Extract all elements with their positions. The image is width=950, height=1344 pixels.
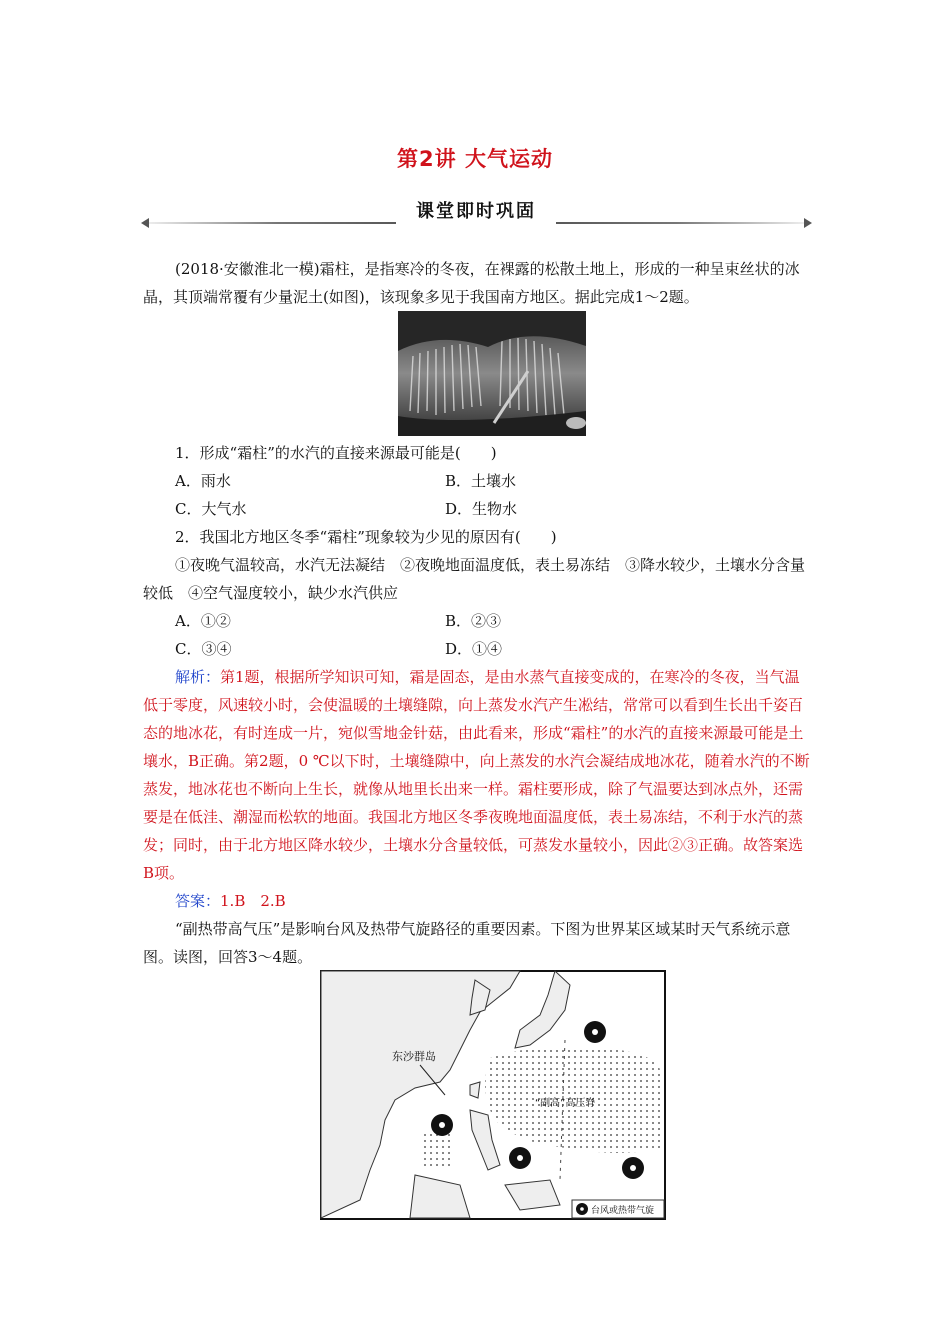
map-label-high: “副高”高压脊 bbox=[535, 1098, 596, 1109]
q1-option-d: D．生物水 bbox=[445, 500, 518, 518]
divider-arrow-left bbox=[141, 218, 149, 228]
q1-option-a: A．雨水 bbox=[175, 472, 231, 490]
section-title: 课堂即时巩固 bbox=[396, 198, 556, 226]
typhoon-icon bbox=[622, 1157, 644, 1179]
page-title: 第2讲 大气运动 bbox=[397, 147, 553, 171]
answer-line bbox=[175, 887, 286, 915]
q2-option-b: B．②③ bbox=[445, 612, 502, 630]
q2-statements: ①夜晚气温较高，水汽无法凝结 ②夜晚地面温度低，表土易冻结 ③降水较少，土壤水分含量较低 ④空气湿度较小，缺少水汽供应 bbox=[143, 556, 806, 602]
typhoon-icon bbox=[509, 1147, 531, 1169]
analysis-text: 第1题，根据所学知识可知，霜是固态，是由水蒸气直接变成的，在寒冷的冬夜，当气温低于零度，风速较小时，会使温暖的土壤缝隙，向上蒸发水汽产生凇结，常常可以看到生长出千姿百态的地冰花，有时连成一片，宛似雪地金针菇，由此看来，形成“霜柱”的水汽的直接来源最可能是土壤水，B正确。第2题，0 ℃以下时，土壤缝隙中，向上蒸发的水汽会凝结成地冰花，随着水汽的不断蒸发，地冰花也不断向上生长，就像从地里长出来一样。霜柱要形成，除了气温要达到冰点外，还需要是在低洼、潮湿而松软的地面。我国北方地区冬季夜晚地面温度低，表土易冻结，不利于水汽的蒸发；同时，由于北方地区降水较少，土壤水分含量较低，可蒸发水量较小，因此②③正确。故答案选B项。 bbox=[143, 668, 810, 882]
map-label-island: 东沙群岛 bbox=[392, 1050, 436, 1063]
legend-typhoon-icon bbox=[576, 1203, 588, 1215]
intro2-paragraph: “副热带高气压”是影响台风及热带气旋路径的重要因素。下图为世界某区域某时天气系统示意图。读图，回答3～4题。 bbox=[143, 920, 791, 966]
q1-option-b: B．土壤水 bbox=[445, 472, 517, 490]
answer-text: 1.B 2.B bbox=[220, 892, 286, 910]
answer-label: 答案： bbox=[175, 892, 221, 910]
q2-option-a: A．①② bbox=[175, 612, 231, 630]
q2-stem: 2．我国北方地区冬季“霜柱”现象较为少见的原因有( ) bbox=[175, 528, 557, 546]
q1-option-c: C．大气水 bbox=[175, 500, 247, 518]
analysis-label: 解析： bbox=[175, 668, 221, 686]
q2-option-c: C．③④ bbox=[175, 640, 232, 658]
map-legend-label: 台风或热带气旋 bbox=[591, 1206, 655, 1216]
q1-stem: 1．形成“霜柱”的水汽的直接来源最可能是( ) bbox=[175, 444, 497, 462]
frost-column-photo bbox=[398, 311, 586, 436]
divider-arrow-right bbox=[804, 218, 812, 228]
weather-system-map bbox=[320, 970, 666, 1220]
typhoon-icon bbox=[584, 1021, 606, 1043]
intro-paragraph: (2018·安徽淮北一模)霜柱，是指寒冷的冬夜，在裸露的松散土地上，形成的一种呈束丝状的冰晶，其顶端常覆有少量泥土(如图)，该现象多见于我国南方地区。据此完成1～2题。 bbox=[143, 260, 800, 306]
q2-option-d: D．①④ bbox=[445, 640, 503, 658]
analysis-block bbox=[143, 663, 810, 887]
section-header bbox=[143, 198, 810, 234]
typhoon-icon bbox=[431, 1114, 453, 1136]
